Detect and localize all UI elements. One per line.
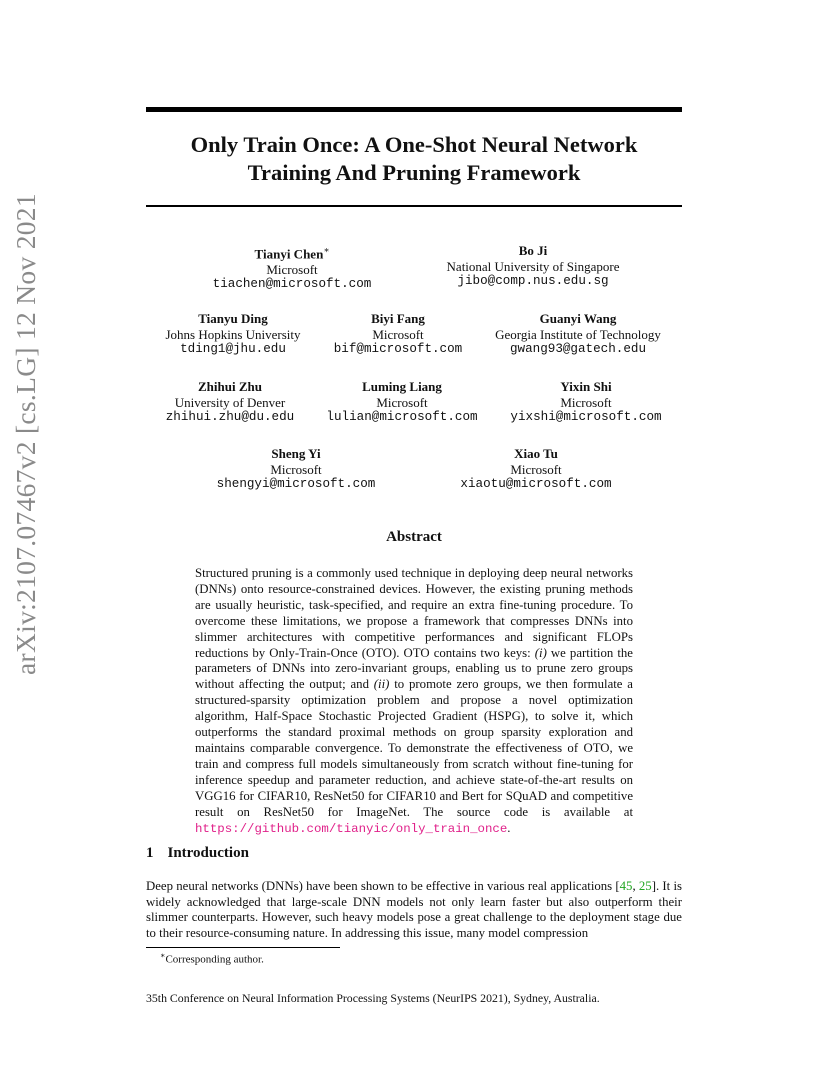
- source-code-link[interactable]: https://github.com/tianyic/only_train_once: [195, 821, 508, 836]
- title-bottom-rule: [146, 205, 682, 207]
- author-name: Yixin Shi: [560, 379, 612, 394]
- author-name: Luming Liang: [362, 379, 442, 394]
- author-email: xiaotu@microsoft.com: [460, 477, 612, 491]
- title-line-2: Training And Pruning Framework: [247, 160, 581, 185]
- author-affiliation: National University of Singapore: [446, 258, 620, 274]
- arxiv-identifier: arXiv:2107.07467v2 [cs.LG] 12 Nov 2021: [10, 193, 41, 675]
- author-email: yixshi@microsoft.com: [510, 410, 662, 424]
- author-block: [423, 243, 643, 290]
- author-email: tding1@jhu.edu: [180, 342, 286, 356]
- title-line-1: Only Train Once: A One-Shot Neural Network: [190, 132, 638, 157]
- introduction-text: Deep neural networks (DNNs) have been shown to be effective in various real applications [45, 25]. It is widely acknowledged that large-scale DNN models not only learn faster but also outperform their slimmer counterparts. However, such heavy models pose a great challenge to the deployment stage due to their resource-consuming nature. In addressing this issue, many model compression: [146, 879, 682, 940]
- author-affiliation: Microsoft: [266, 261, 318, 277]
- section-heading: [146, 845, 249, 862]
- author-affiliation: Microsoft: [372, 326, 424, 342]
- author-email: jibo@comp.nus.edu.sg: [457, 274, 609, 288]
- footnote-mark: ∗: [323, 245, 330, 255]
- author-affiliation: Microsoft: [560, 394, 612, 410]
- footnote-rule: [146, 947, 340, 948]
- citation-link[interactable]: 45: [619, 879, 633, 893]
- author-affiliation: Microsoft: [376, 394, 428, 410]
- author-email: bif@microsoft.com: [333, 342, 463, 356]
- author-name: Zhihui Zhu: [198, 379, 262, 394]
- author-email: tiachen@microsoft.com: [212, 277, 372, 292]
- author-name: Sheng Yi: [271, 446, 321, 461]
- author-affiliation: Microsoft: [510, 461, 562, 477]
- author-name: Xiao Tu: [514, 446, 558, 461]
- author-block: [186, 446, 406, 493]
- author-email: shengyi@microsoft.com: [216, 477, 376, 491]
- conference-note: 35th Conference on Neural Information Processing Systems (NeurIPS 2021), Sydney, Australia.: [146, 991, 600, 1005]
- author-email: zhihui.zhu@du.edu: [165, 410, 295, 424]
- footnote-text: Corresponding author.: [165, 953, 264, 966]
- footnote-mark: ∗: [160, 951, 166, 960]
- section-title: Introduction: [167, 845, 249, 861]
- enumeration-marker: (ii): [373, 677, 390, 692]
- author-affiliation: Georgia Institute of Technology: [495, 326, 661, 342]
- author-name: Bo Ji: [518, 243, 548, 258]
- author-block: [426, 446, 646, 493]
- author-block: [476, 379, 696, 426]
- title-top-rule: [146, 107, 682, 112]
- author-block: [182, 243, 402, 293]
- author-email: gwang93@gatech.edu: [509, 342, 647, 356]
- author-affiliation: University of Denver: [174, 394, 286, 410]
- author-affiliation: Johns Hopkins University: [165, 326, 301, 342]
- author-name: Tianyu Ding: [198, 311, 268, 326]
- author-name: Tianyi Chen∗: [254, 245, 330, 262]
- enumeration-marker: (i): [534, 645, 547, 660]
- footnote: [160, 951, 264, 966]
- section-number: 1: [146, 845, 154, 861]
- author-name: Guanyi Wang: [539, 311, 617, 326]
- paper-title: [146, 131, 682, 187]
- author-affiliation: Microsoft: [270, 461, 322, 477]
- author-name: Biyi Fang: [371, 311, 425, 326]
- author-email: lulian@microsoft.com: [326, 410, 478, 424]
- author-block: [468, 311, 688, 358]
- abstract-text: Structured pruning is a commonly used technique in deploying deep neural networks (DNNs) onto resource-constrained devices. However, the existing pruning methods are usually heuristic, task-specified, and require an extra fine-tuning procedure. To overcome these limitations, we propose a framework that compresses DNNs into slimmer architectures with competitive performances and significant FLOPs reductions by Only-Train-Once (OTO). OTO contains two keys: (i) we partition the parameters of DNNs into zero-invariant groups, enabling us to prune zero groups without affecting the output; and (ii) to promote zero groups, we then formulate a structured-sparsity optimization problem and propose a novel optimization algorithm, Half-Space Stochastic Projected Gradient (HSPG), to solve it, which outperforms the standard proximal methods on group sparsity exploration and maintains comparable convergence. To demonstrate the effectiveness of OTO, we train and compress full models simultaneously from scratch without fine-tuning for inference speedup and parameter reduction, and achieve state-of-the-art results on VGG16 for CIFAR10, ResNet50 for CIFAR10 and Bert for SQuAD and competitive result on ResNet50 for ImageNet. The source code is available at https://github.com/tianyic/only_train_once.: [195, 566, 633, 836]
- citation-link[interactable]: 25: [638, 879, 652, 893]
- abstract-heading: Abstract: [386, 529, 442, 545]
